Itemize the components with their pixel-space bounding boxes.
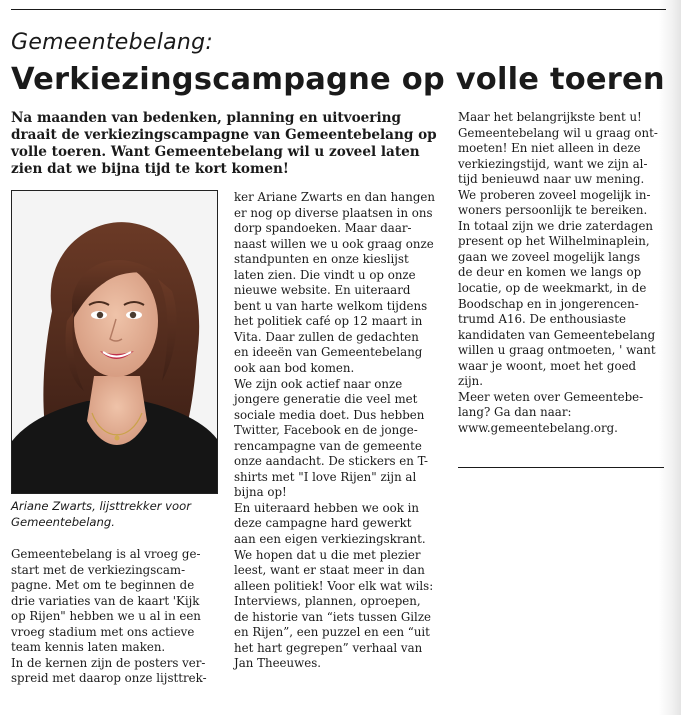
text-line: op Rijen" hebben we u al in een bbox=[11, 609, 201, 624]
text-line: Meer weten over Gemeentebe- bbox=[458, 389, 644, 404]
article-lead: Na maanden van bedenken, planning en uitvoering draait de verkiezingscampagne van Gemeentebelang op volle toeren. Want Gemeentebelang wil u zoveel laten zien dat we bijna tijd te kort komen! bbox=[11, 110, 437, 177]
text-line: Maar het belangrijkste bent u! bbox=[458, 110, 642, 124]
text-line: vroeg stadium met ons actieve bbox=[11, 624, 195, 639]
text-line: gaan we zoveel mogelijk langs bbox=[458, 249, 641, 264]
text-line: alleen politiek! Voor elk wat wils: bbox=[234, 578, 434, 593]
text-line: Twitter, Facebook en de jonge- bbox=[234, 423, 418, 438]
portrait-photo bbox=[11, 190, 218, 494]
text-line: willen u graag ontmoeten, ' want bbox=[458, 343, 656, 358]
text-line: Boodschap en in jongerencen- bbox=[458, 296, 639, 311]
text-line: We hopen dat u die met plezier bbox=[234, 547, 421, 562]
text-line: bijna op! bbox=[234, 485, 287, 500]
text-line: het hart gegrepen” verhaal van bbox=[234, 640, 423, 655]
article-column-3 bbox=[458, 110, 668, 436]
text-line: dorp spandoeken. Maar daar- bbox=[234, 221, 412, 236]
text-line: de deur en komen we langs op bbox=[458, 265, 642, 280]
column-1-text bbox=[11, 547, 224, 687]
text-line: Gemeentebelang wil u graag ont- bbox=[458, 125, 658, 140]
text-line: naast willen we u ook graag onze bbox=[234, 236, 434, 251]
article-kicker: Gemeentebelang: bbox=[11, 30, 214, 55]
article-headline: Verkiezingscampagne op volle toeren bbox=[11, 62, 665, 97]
text-line: In totaal zijn we drie zaterdagen bbox=[458, 218, 654, 233]
text-line: Jan Theeuwes. bbox=[234, 656, 322, 671]
text-line: start met de verkiezingscam- bbox=[11, 562, 186, 577]
text-line: en Rijen”, een puzzel en een “uit bbox=[234, 625, 430, 640]
text-line: woners persoonlijk te bereiken. bbox=[458, 203, 648, 218]
text-line: trumd A16. De enthousiaste bbox=[458, 312, 626, 327]
text-line: shirts met "I love Rijen" zijn al bbox=[234, 469, 417, 484]
text-line: We zijn ook actief naar onze bbox=[234, 376, 403, 391]
text-line: tijd benieuwd naar uw mening. bbox=[458, 172, 645, 187]
text-line: waar je woont, moet het goed bbox=[458, 358, 637, 373]
text-line: Vita. Daar zullen de gedachten bbox=[234, 329, 419, 344]
text-line: We proberen zoveel mogelijk in- bbox=[458, 187, 651, 202]
text-line: drie variaties van de kaart 'Kijk bbox=[11, 593, 200, 608]
text-line: leest, want er staat meer in dan bbox=[234, 563, 425, 578]
photo-caption: Ariane Zwarts, lijsttrekker voor Gemeentebelang. bbox=[11, 499, 191, 529]
article-column-2 bbox=[234, 190, 446, 672]
text-line: ook aan bod komen. bbox=[234, 361, 355, 376]
text-line: de historie van “iets tussen Gilze bbox=[234, 609, 432, 624]
text-line: Interviews, plannen, oproepen, bbox=[234, 594, 421, 609]
text-line: locatie, op de weekmarkt, in de bbox=[458, 281, 647, 296]
text-line: lang? Ga dan naar: bbox=[458, 405, 572, 420]
website-link[interactable]: www.gemeentebelang.org. bbox=[458, 420, 618, 435]
text-line: deze campagne hard gewerkt bbox=[234, 516, 412, 531]
text-line: zijn. bbox=[458, 374, 483, 389]
text-line: moeten! En niet alleen in deze bbox=[458, 141, 641, 156]
text-line: present op het Wilhelminaplein, bbox=[458, 234, 650, 249]
text-line: In de kernen zijn de posters ver- bbox=[11, 655, 206, 670]
text-line: spreid met daarop onze lijsttrek- bbox=[11, 671, 207, 686]
text-line: bent u van harte welkom tijdens bbox=[234, 298, 428, 313]
text-line: en ideeën van Gemeentebelang bbox=[234, 345, 423, 360]
article-column-1 bbox=[11, 547, 224, 687]
portrait-illustration bbox=[12, 191, 217, 493]
text-line: ker Ariane Zwarts en dan hangen bbox=[234, 190, 435, 204]
text-line: aan een eigen verkiezingskrant. bbox=[234, 532, 426, 547]
text-line: jongere generatie die veel met bbox=[234, 392, 418, 407]
text-line: rencampagne van de gemeente bbox=[234, 438, 422, 453]
text-line: onze aandacht. De stickers en T- bbox=[234, 454, 428, 469]
column-3-end-rule bbox=[458, 467, 664, 468]
column-2-text bbox=[234, 190, 446, 672]
text-line: En uiteraard hebben we ook in bbox=[234, 500, 420, 515]
text-line: kandidaten van Gemeentebelang bbox=[458, 327, 656, 342]
text-line: Gemeentebelang is al vroeg ge- bbox=[11, 547, 201, 561]
text-line: team kennis laten maken. bbox=[11, 640, 166, 655]
text-line: het politiek café op 12 maart in bbox=[234, 314, 423, 329]
text-line: sociale media doet. Dus hebben bbox=[234, 407, 425, 422]
text-line: standpunten en onze kieslijst bbox=[234, 252, 409, 267]
text-line: nieuwe website. En uiteraard bbox=[234, 283, 411, 298]
text-line: laten zien. Die vindt u op onze bbox=[234, 267, 416, 282]
top-rule bbox=[11, 9, 666, 10]
text-line: pagne. Met om te beginnen de bbox=[11, 578, 195, 593]
text-line: verkiezingstijd, want we zijn al- bbox=[458, 156, 648, 171]
column-3-text bbox=[458, 110, 668, 436]
text-line: er nog op diverse plaatsen in ons bbox=[234, 205, 433, 220]
